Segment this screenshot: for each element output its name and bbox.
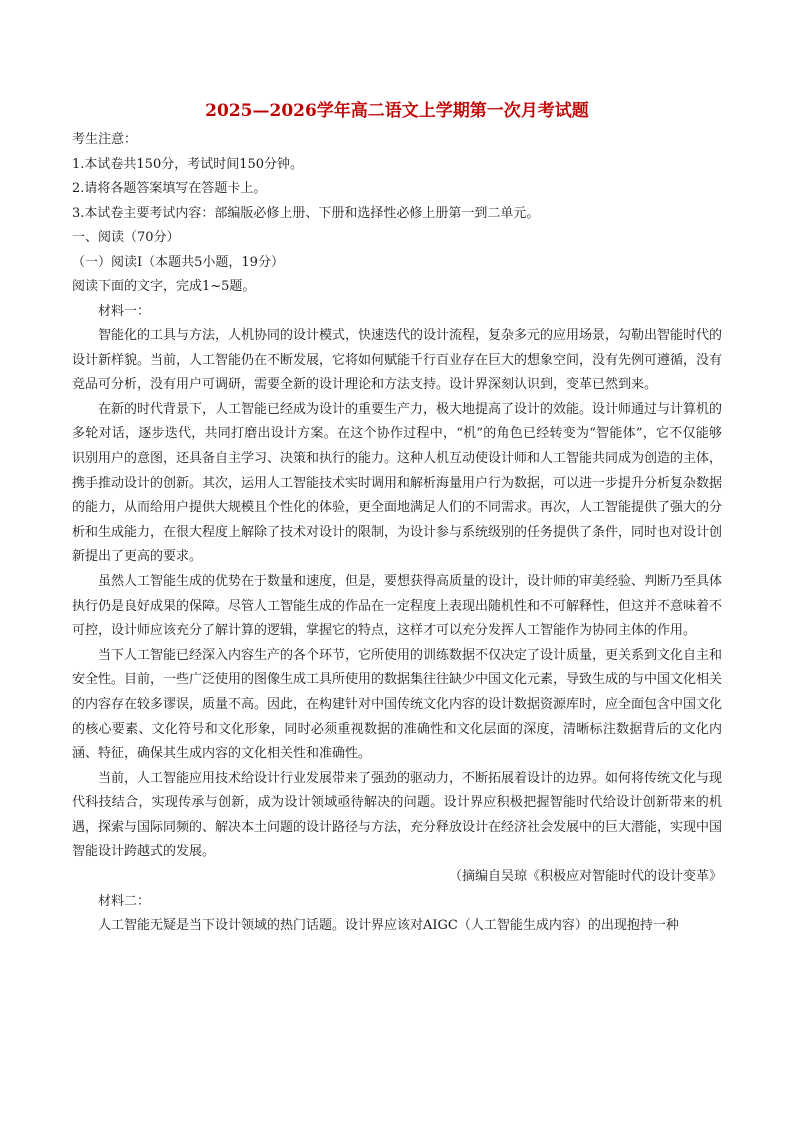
material-one-source: （摘编自吴琼《积极应对智能时代的设计变革》 [448,869,722,885]
page-title: 2025—2026学年高二语文上学期第一次月考试题 [205,101,589,121]
notice-heading: 考生注意： [72,132,138,147]
material-two-paragraph: 人工智能无疑是当下设计领域的热门话题。设计界应该对AIGC（人工智能生成内容）的出现抱持一种 [98,918,679,934]
material-one-paragraph: 当前，人工智能应用技术给设计行业发展带来了强劲的驱动力，不断拓展着设计的边界。如何将传统文化与现代科技结合，实现传承与创新，成为设计领域亟待解决的问题。设计界应积极把握智能时代给设计创新带来的机遇，探索与国际同频的、解决本土问题的设计路径与方法，充分释放设计在经济社会发展中的巨大潜能，实现中国智能设计跨越式的发展。 [72,770,723,860]
notice-item: 1.本试卷共150分，考试时间150分钟。 [72,156,304,172]
notice-item: 2.请将各题答案填写在答题卡上。 [72,181,267,196]
section-sub-heading: （一）阅读Ⅰ（本题共5小题，19分） [72,254,284,270]
material-one-label: 材料一： [98,303,151,319]
notice-item: 3.本试卷主要考试内容：部编版必修上册、下册和选择性必修上册第一到二单元。 [72,205,540,221]
exam-page [72,100,722,939]
section-heading: 一、阅读（70分） [72,230,180,245]
material-one-paragraph: 在新的时代背景下，人工智能已经成为设计的重要生产力，极大地提高了设计的效能。设计师通过与计算机的多轮对话，逐步迭代，共同打磨出设计方案。在这个协作过程中，“机”的角色已经转变为“智能体”，它不仅能够识别用户的意图，还具备自主学习、决策和执行的能力。这种人机互动使设计师和人工智能共同成为创造的主体，携手推动设计的创新。其次，运用人工智能技术实时调用和解析海量用户行为数据，可以进一步提升分析复杂数据的能力，从而给用户提供大规模且个性化的体验，更全面地满足人们的不同需求。再次，人工智能提供了强大的分析和生成能力，在很大程度上解除了技术对设计的限制，为设计参与系统级别的任务提供了条件，同时也对设计创新提出了更高的要求。 [72,401,723,565]
material-two-label: 材料二： [98,893,151,909]
material-one-paragraph: 虽然人工智能生成的优势在于数量和速度，但是，要想获得高质量的设计，设计师的审美经验、判断乃至具体执行仍是良好成果的保障。尽管人工智能生成的作品在一定程度上表现出随机性和不可解释性，但这并不意味着不可控，设计师应该充分了解计算的逻辑，掌握它的特点，这样才可以充分发挥人工智能作为协同主体的作用。 [72,573,723,639]
material-one-paragraph: 当下人工智能已经深入内容生产的各个环节，它所使用的训练数据不仅决定了设计质量，更关系到文化自主和安全性。目前，一些广泛使用的图像生成工具所使用的数据集往往缺少中国文化元素，导致生成的与中国文化相关的内容存在较多谬误，质量不高。因此，在构建针对中国传统文化内容的设计数据资源库时，应全面包含中国文化的核心要素、文化符号和文化形象，同时必须重视数据的准确性和文化层面的深度，清晰标注数据背后的文化内涵、特征，确保其生成内容的文化相关性和准确性。 [72,647,723,762]
reading-instruction: 阅读下面的文字，完成1~5题。 [72,279,256,294]
material-one-paragraph: 智能化的工具与方法，人机协同的设计模式，快速迭代的设计流程，复杂多元的应用场景，勾勒出智能时代的设计新样貌。当前，人工智能仍在不断发展，它将如何赋能千行百业存在巨大的想象空间，没有先例可遵循，没有竞品可分析，没有用户可调研，需要全新的设计理论和方法支持。设计界深刻认识到，变革已然到来。 [72,328,723,393]
